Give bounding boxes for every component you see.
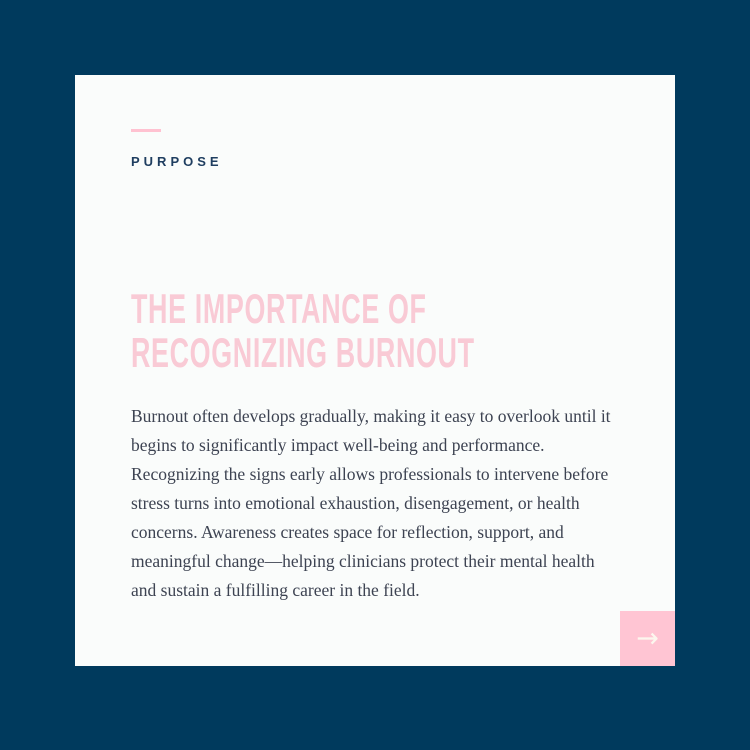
- slide-title: [131, 287, 475, 375]
- arrow-right-icon: →: [636, 623, 659, 654]
- body-line: meaningful change—helping clinicians protect their mental health: [131, 551, 595, 571]
- kicker-label: PURPOSE: [131, 154, 223, 169]
- accent-line: [131, 129, 161, 132]
- slide-card: [75, 75, 675, 666]
- next-button[interactable]: [620, 611, 675, 666]
- body-line: concerns. Awareness creates space for reflection, support, and: [131, 522, 564, 542]
- body-paragraph: [131, 402, 631, 605]
- slide-title-line-2: RECOGNIZING BURNOUT: [131, 329, 475, 376]
- body-line: Burnout often develops gradually, making it easy to overlook until it: [131, 406, 611, 426]
- body-line: stress turns into emotional exhaustion, disengagement, or health: [131, 493, 580, 513]
- body-line: and sustain a fulfilling career in the field.: [131, 580, 420, 600]
- body-line: Recognizing the signs early allows professionals to intervene before: [131, 464, 609, 484]
- body-line: begins to significantly impact well-being and performance.: [131, 435, 545, 455]
- slide-title-line-1: THE IMPORTANCE OF: [131, 285, 427, 332]
